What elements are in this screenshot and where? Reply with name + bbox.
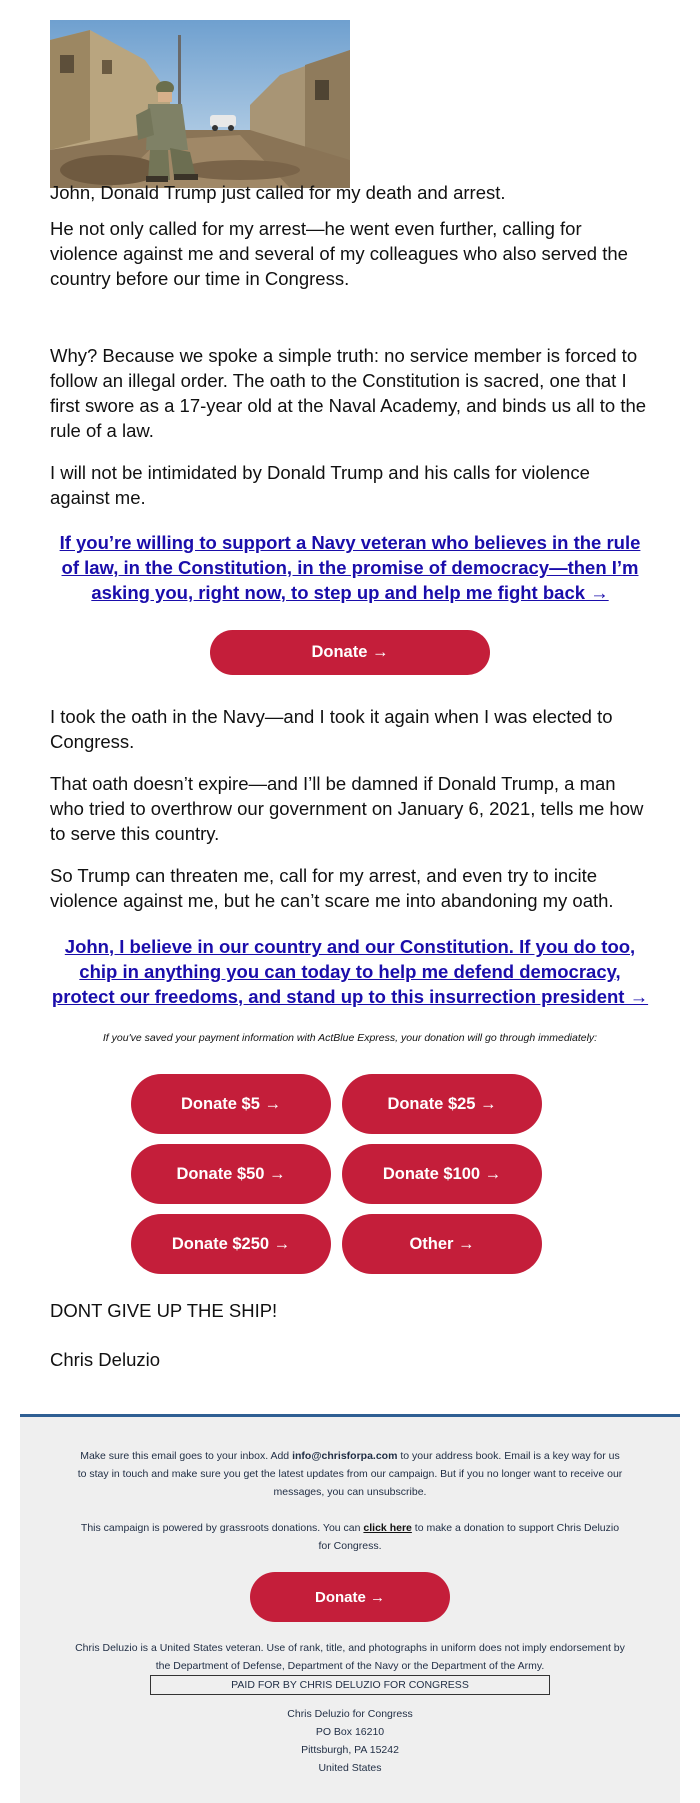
inbox-notice-text: Make sure this email goes to your inbox. Add	[80, 1450, 293, 1462]
paragraph-5: I took the oath in the Navy—and I took it again when I was elected to Congress.	[50, 706, 613, 752]
chip-in-cta-link[interactable]: John, I believe in our country and our Constitution. If you do too, chip in anything you can today to help me defend democracy, protect our freedoms, and stand up to this insurrection president →	[51, 936, 649, 1007]
paragraph-3: Why? Because we spoke a simple truth: no service member is forced to follow an illegal order. The oath to the Constitution is sacred, one that I first swore as a 17-year old at the Naval Academy, and binds us all to the rule of a law.	[50, 345, 647, 441]
donate-250-button[interactable]: Donate $250 →	[131, 1214, 331, 1274]
email-footer	[20, 1414, 680, 1803]
address-line-2: PO Box 16210	[315, 1726, 385, 1738]
address-line-1: Chris Deluzio for Congress	[287, 1708, 413, 1720]
soldier-street-image	[50, 20, 350, 188]
grassroots-text-2: to make a donation to support Chris Deluzio for Congress.	[318, 1522, 620, 1552]
inbox-notice	[75, 1447, 625, 1501]
support-cta-link[interactable]: If you’re willing to support a Navy veteran who believes in the rule of law, in the Constitution, in the promise of democracy—then I’m asking you, right now, to step up and help me fight back →	[59, 532, 641, 603]
signoff: DONT GIVE UP THE SHIP!	[50, 1300, 278, 1321]
click-here-link[interactable]: click here	[363, 1522, 412, 1534]
donate-50-button[interactable]: Donate $50 →	[131, 1144, 331, 1204]
grassroots-notice	[75, 1519, 625, 1555]
contact-email: info@chrisforpa.com	[292, 1450, 398, 1462]
address-line-4: United States	[318, 1762, 382, 1774]
inbox-notice-text-2: to your address book. Email is a key way for us to stay in touch and make sure you get the latest updates from our campaign. But if you no longer want to receive our messages, you can unsubscribe.	[77, 1450, 623, 1498]
paragraph-7: So Trump can threaten me, call for my arrest, and even try to incite violence against me, but he can’t scare me into abandoning my oath.	[50, 865, 614, 911]
paid-for-disclaimer: PAID FOR BY CHRIS DELUZIO FOR CONGRESS	[150, 1675, 550, 1695]
donate-100-button[interactable]: Donate $100 →	[342, 1144, 542, 1204]
donate-other-button[interactable]: Other →	[342, 1214, 542, 1274]
paragraph-6: That oath doesn’t expire—and I’ll be damned if Donald Trump, a man who tried to overthrow our government on January 6, 2021, tells me how to serve this country.	[50, 773, 644, 844]
footer-donate-button[interactable]: Donate →	[250, 1572, 450, 1622]
grassroots-text: This campaign is powered by grassroots donations. You can	[80, 1522, 364, 1534]
donate-5-button[interactable]: Donate $5 →	[131, 1074, 331, 1134]
paragraph-4: I will not be intimidated by Donald Trump and his calls for violence against me.	[50, 462, 590, 508]
actblue-express-note: If you've saved your payment information with ActBlue Express, your donation will go through immediately:	[102, 1032, 598, 1044]
donate-button[interactable]: Donate →	[210, 630, 490, 675]
hero-photo	[50, 20, 350, 188]
signature: Chris Deluzio	[50, 1349, 161, 1370]
veteran-notice: Chris Deluzio is a United States veteran. Use of rank, title, and photographs in uniform does not imply endorsement by the Department of Defense, Department of the Navy or the Department of the Army.	[75, 1642, 625, 1672]
paragraph-2: He not only called for my arrest—he went even further, calling for violence against me and several of my colleagues who also served the country before our time in Congress.	[50, 218, 628, 289]
address-line-3: Pittsburgh, PA 15242	[301, 1744, 399, 1756]
paragraph-1: John, Donald Trump just called for my death and arrest.	[50, 182, 506, 203]
donate-25-button[interactable]: Donate $25 →	[342, 1074, 542, 1134]
